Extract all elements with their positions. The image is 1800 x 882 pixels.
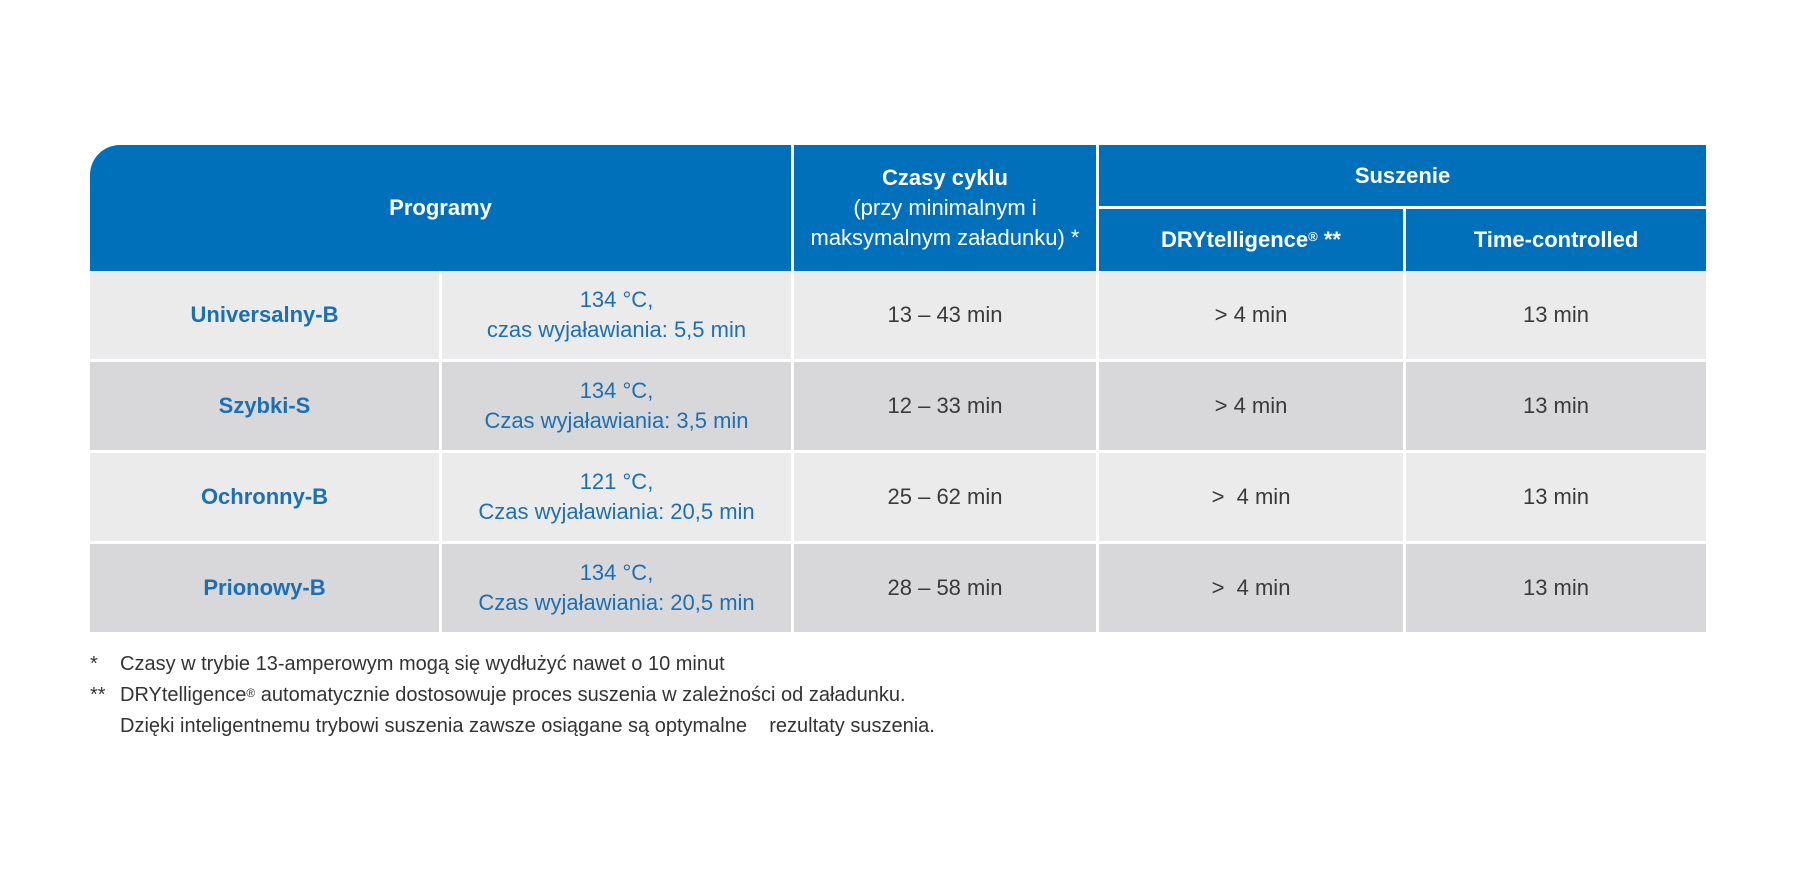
program-sterilization-time: Czas wyjaławiania: 3,5 min: [484, 408, 749, 433]
program-temperature: 134 °C,: [579, 287, 654, 312]
program-name: Universalny-B: [90, 271, 442, 362]
program-name: Prionowy-B: [90, 544, 442, 635]
header-programs: Programy: [90, 145, 794, 271]
table-header-row: [90, 145, 1706, 209]
time-controlled-value: 13 min: [1406, 544, 1706, 635]
program-sterilization-time: czas wyjaławiania: 5,5 min: [486, 317, 747, 342]
header-drytelligence-mark: **: [1317, 227, 1341, 252]
header-time-controlled: Time-controlled: [1406, 209, 1706, 271]
header-cycle-title: Czasy cyklu: [882, 165, 1008, 190]
time-controlled-value: 13 min: [1406, 362, 1706, 453]
program-sterilization-time: Czas wyjaławiania: 20,5 min: [478, 499, 755, 524]
header-cycle-times: [794, 145, 1099, 271]
program-params: [442, 271, 794, 362]
program-params: [442, 453, 794, 544]
footnote-1-text: Czasy w trybie 13-amperowym mogą się wydłużyć nawet o 10 minut: [120, 653, 725, 675]
drytelligence-value: > 4 min: [1099, 362, 1406, 453]
cycle-time: 28 – 58 min: [794, 544, 1099, 635]
table-row: [90, 453, 1706, 544]
footnote-2-reg: ®: [246, 686, 256, 700]
footnote-3-text: Dzięki inteligentnemu trybowi suszenia zawsze osiągane są optymalne rezultaty suszenia.: [120, 715, 935, 737]
footnote-1: [90, 649, 1706, 680]
programs-table-container: [90, 145, 1706, 742]
drytelligence-value: > 4 min: [1099, 453, 1406, 544]
footnote-2: [90, 680, 1706, 711]
footnote-2-text: automatycznie dostosowuje proces suszenia w zależności od załadunku.: [255, 684, 906, 706]
program-name: Ochronny-B: [90, 453, 442, 544]
header-cycle-note: (przy minimalnym i maksymalnym załadunku) *: [810, 195, 1080, 250]
program-name: Szybki-S: [90, 362, 442, 453]
header-drytelligence: [1099, 209, 1406, 271]
program-temperature: 134 °C,: [579, 560, 654, 585]
table-row: [90, 362, 1706, 453]
header-drytelligence-name: DRYtelligence: [1161, 227, 1309, 252]
programs-table: [90, 145, 1706, 635]
footnote-1-mark: *: [90, 653, 98, 675]
program-params: [442, 362, 794, 453]
cycle-time: 25 – 62 min: [794, 453, 1099, 544]
program-params: [442, 544, 794, 635]
time-controlled-value: 13 min: [1406, 271, 1706, 362]
table-row: [90, 271, 1706, 362]
cycle-time: 13 – 43 min: [794, 271, 1099, 362]
program-temperature: 134 °C,: [579, 378, 654, 403]
footnote-2-name: DRYtelligence: [120, 684, 247, 706]
header-drytelligence-reg: ®: [1308, 229, 1318, 244]
program-temperature: 121 °C,: [579, 469, 654, 494]
program-sterilization-time: Czas wyjaławiania: 20,5 min: [478, 590, 755, 615]
drytelligence-value: > 4 min: [1099, 544, 1406, 635]
table-row: [90, 544, 1706, 635]
footnote-2-mark: **: [90, 684, 106, 706]
cycle-time: 12 – 33 min: [794, 362, 1099, 453]
footnote-3: [90, 711, 1706, 742]
header-drying: Suszenie: [1099, 145, 1706, 209]
drytelligence-value: > 4 min: [1099, 271, 1406, 362]
time-controlled-value: 13 min: [1406, 453, 1706, 544]
footnotes: [90, 649, 1706, 742]
